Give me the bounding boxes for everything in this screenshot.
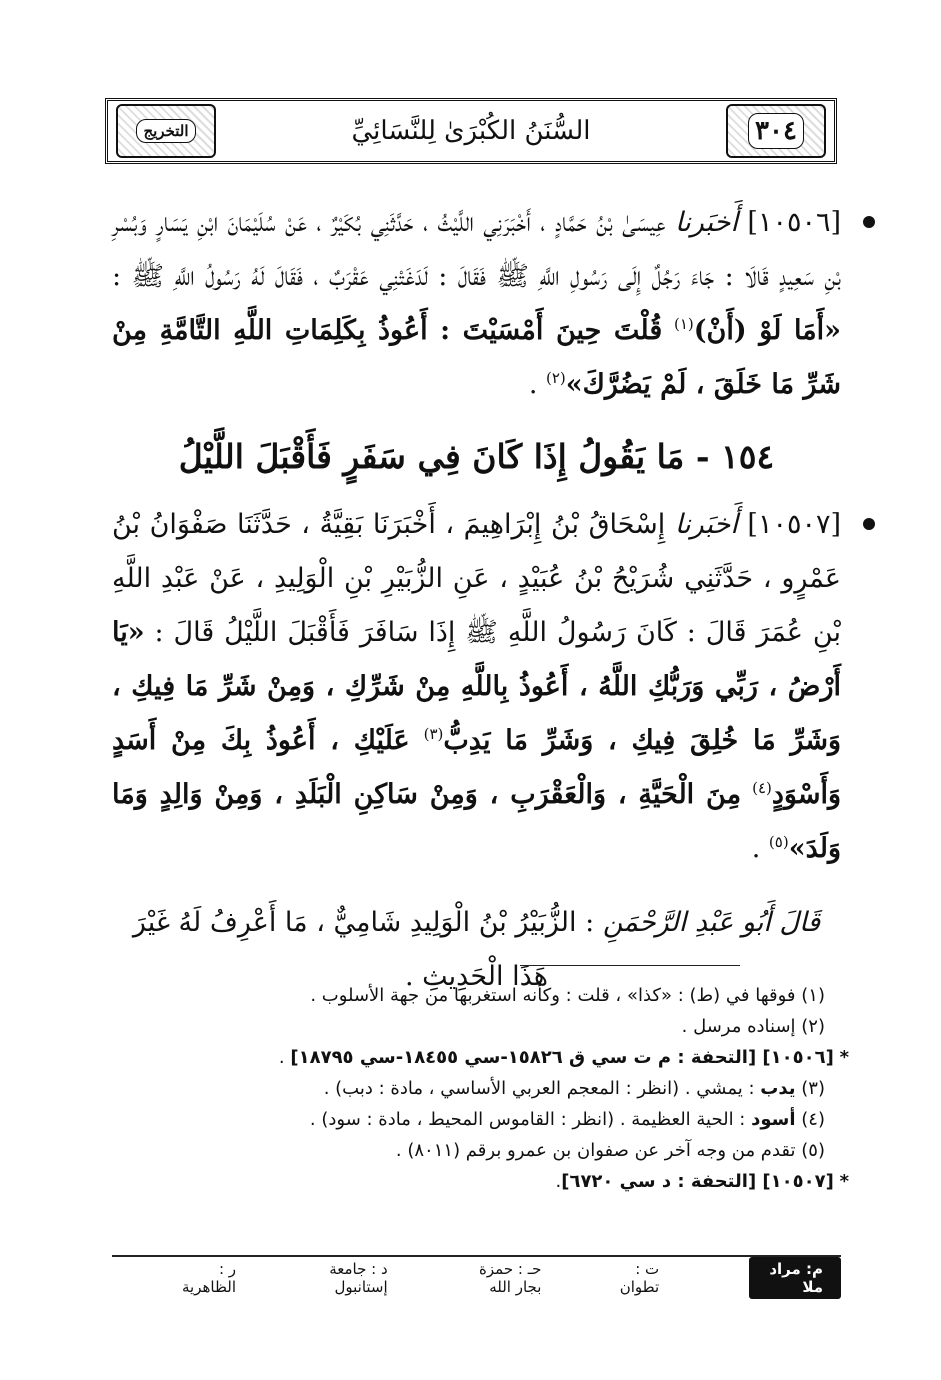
footnote-4 <box>100 1104 849 1135</box>
end-mark: . <box>751 833 769 864</box>
footnote-text: . <box>278 1047 291 1068</box>
footnote-marker: * <box>839 1047 849 1068</box>
footnote-marker: * <box>839 1171 849 1192</box>
chain-intro: أَخبَرنا <box>674 207 738 238</box>
hadith-number: [١٠٥٠٧] <box>747 509 841 540</box>
footnote-3 <box>100 1073 849 1104</box>
bullet-icon <box>863 216 875 228</box>
footnote-5 <box>100 1135 849 1166</box>
matn-text: مِنَ الْحَيَّةِ ، وَالْعَقْرَبِ ، وَمِنْ سَاكِنِ الْبَلَدِ ، وَمِنْ وَالِدٍ وَمَا وَلَدَ» <box>112 779 841 864</box>
footnote-text: : يمشي . (انظر : المعجم العربي الأساسي ، مادة : دبب) . <box>323 1078 755 1099</box>
footnotes <box>100 980 849 1197</box>
manuscript-siglum: د : جامعة إستانبول <box>329 1260 388 1296</box>
chain-text: إِسْحَاقُ بْنُ إِبْرَاهِيمَ ، أَخْبَرَنَا بَقِيَّةُ ، حَدَّثَنَا صَفْوَانُ بْنُ عَمْرٍو ، حَدَّثَنِي شُرَيْحُ بْنُ عُبَيْدٍ ، عَنِ الزُّبَيْرِ بْنِ الْوَلِيدِ ، عَنْ عَبْدِ اللَّهِ بْنِ عُمَرَ قَالَ : كَانَ رَسُولُ اللَّهِ ﷺ إِذَا سَافَرَ فَأَقْبَلَ اللَّيْلُ قَالَ : <box>112 509 841 648</box>
header-ornament-left <box>116 104 216 158</box>
manuscript-sigla <box>112 1260 841 1296</box>
footnote-ref: (٣) <box>423 725 444 743</box>
manuscript-siglum: ر : الظاهرية <box>182 1260 237 1296</box>
footnote-ref: (٤) <box>752 779 772 797</box>
matn-text: عَلَيْكِ ، أَعُوذُ بِكَ مِنْ أَسَدٍ وَأَسْوَدٍ <box>112 725 841 810</box>
footer-divider <box>112 1255 841 1257</box>
header-ornament-right <box>726 104 826 158</box>
page-header <box>105 98 837 164</box>
footnote-text: . <box>555 1171 562 1192</box>
page-number: ٣٠٤ <box>748 113 804 149</box>
footnote-text: إسناده مرسل . <box>681 1016 796 1037</box>
matn-text: «أَمَا لَوْ (أَنْ) <box>693 315 842 346</box>
footnote-ref: (٥) <box>768 833 789 851</box>
footnote-term: يدب <box>760 1078 796 1099</box>
end-mark: . <box>528 369 546 400</box>
hadith-10507 <box>112 498 841 876</box>
footnote-text: تقدم من وجه آخر عن صفوان بن عمرو برقم (٨٠١١) . <box>395 1140 796 1161</box>
footnote-marker: (٤) <box>801 1109 825 1130</box>
footnote-ref: (٢) <box>545 369 566 387</box>
footnote-2 <box>100 1011 849 1042</box>
tuhfa-text: [١٠٥٠٧] [التحفة : د سي ٦٧٢٠] <box>561 1171 834 1192</box>
footnote-term: أسود <box>751 1109 796 1130</box>
matn-text: قُلْتَ حِينَ أَمْسَيْتَ : أَعُوذُ بِكَلِمَاتِ اللَّهِ التَّامَّةِ مِنْ شَرِّ مَا خَلَقَ ، لَمْ يَضُرَّكَ» <box>112 315 841 400</box>
footnote-separator <box>520 965 740 966</box>
closing-text: : الزُّبَيْرُ بْنُ الْوَلِيدِ شَامِيٌّ ، مَا أَعْرِفُ لَهُ غَيْرَ هَذَا الْحَدِيثِ . <box>132 907 595 992</box>
footnote-marker: (٣) <box>801 1078 825 1099</box>
bullet-icon <box>863 518 875 530</box>
matn-text: «يَا أَرْضُ ، رَبِّي وَرَبُّكِ اللَّهُ ، أَعُوذُ بِاللَّهِ مِنْ شَرِّكِ ، وَمِنْ شَرِّ مَا فِيكِ ، وَشَرِّ مَا خُلِقَ فِيكِ ، وَشَرِّ مَا يَدِبُّ <box>112 617 841 756</box>
running-title: السُّنَنُ الكُبْرَىٰ لِلنَّسَائِيِّ <box>351 116 591 146</box>
chain-text: عِيسَىٰ بْنُ حَمَّادٍ ، أَخْبَرَنِي اللَّيْثُ ، حَدَّثَنِي بُكَيْرٌ ، عَنْ سُلَيْمَانَ ابْنِ يَسَارٍ وَبُسْرِ بْنِ سَعِيدٍ قَالَا : جَاءَ رَجُلٌ إِلَى رَسُولِ اللَّهِ ﷺ فَقَالَ : لَدَغَتْنِي عَقْرَبٌ ، فَقَالَ لَهُ رَسُولُ اللَّهِ ﷺ : <box>112 207 841 292</box>
chain-intro: أَخبَرنا <box>674 509 738 540</box>
footnote-marker: (٥) <box>801 1140 825 1161</box>
ornament-label: التخريج <box>136 119 195 143</box>
tuhfa-reference <box>100 1042 849 1073</box>
closing-speaker: قَالَ أَبُو عَبْدِ الرَّحْمَنِ <box>602 907 821 938</box>
manuscript-siglum: ت : تطوان <box>619 1260 660 1296</box>
footnote-1 <box>100 980 849 1011</box>
footnote-text: فوقها في (ط) : «كذا» ، قلت : وكأنه استغربها من جهة الأسلوب . <box>310 985 796 1006</box>
tuhfa-reference <box>100 1166 849 1197</box>
footnote-ref: (١) <box>674 315 694 333</box>
tuhfa-text: [١٠٥٠٦] [التحفة : م ت سي ق ١٥٨٢٦-سي ١٨٤٥٥-سي ١٨٧٩٥] <box>290 1047 834 1068</box>
manuscript-badge: م: مراد ملا <box>749 1257 841 1299</box>
footnote-marker: (٢) <box>801 1016 825 1037</box>
footnote-marker: (١) <box>801 985 825 1006</box>
chapter-heading: ١٥٤ - مَا يَقُولُ إِذَا كَانَ فِي سَفَرٍ فَأَقْبَلَ اللَّيْلُ <box>178 437 775 476</box>
main-text <box>112 196 841 1004</box>
hadith-10506 <box>112 196 841 412</box>
footnote-text: : الحية العظيمة . (انظر : القاموس المحيط ، مادة : سود) . <box>309 1109 746 1130</box>
manuscript-siglum: حـ : حمزة بجار الله <box>479 1260 542 1296</box>
hadith-number: [١٠٥٠٦] <box>747 207 841 238</box>
